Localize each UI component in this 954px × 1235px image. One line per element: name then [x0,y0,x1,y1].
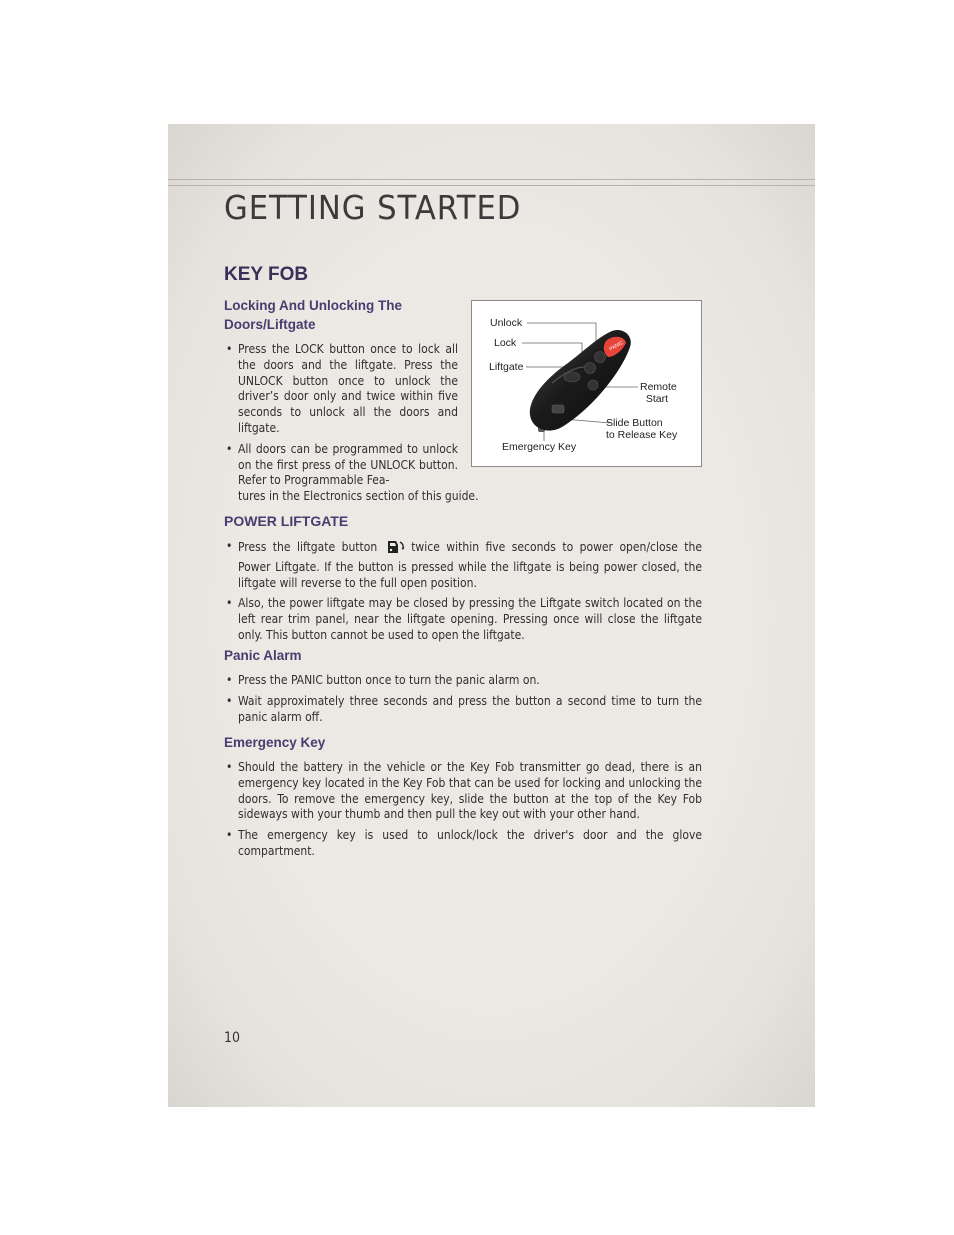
locking-list [224,342,458,489]
fig-label-liftgate: Liftgate [489,361,524,373]
emergency-key-list [224,760,702,865]
section-title: GETTING STARTED [224,188,522,227]
power-liftgate-heading: POWER LIFTGATE [224,513,349,529]
emergency-key-bullet-2: • The emergency key is used to unlock/lock the driver's door and the glove compartment. [224,828,702,860]
locking-bullet-2-continued: tures in the Electronics section of this guide. [238,489,479,503]
emergency-key-bullet-1: • Should the battery in the vehicle or the Key Fob transmitter go dead, there is an emergency key located in the Key Fob that can be used for locking and unlocking the doors. To remove the emergency key, slide the button at the top of the Key Fob sideways with your thumb and then pull the key out with your other hand. [224,760,702,823]
key-fob-heading: KEY FOB [224,264,309,285]
panic-button-label: PANIC [608,339,625,353]
fig-label-emergency-key: Emergency Key [502,441,577,453]
panic-alarm-heading: Panic Alarm [224,648,302,663]
locking-bullet-1: • Press the LOCK button once to lock all the doors and the liftgate. Press the UNLOCK button once to unlock the driver’s door only and twice within five seconds to unlock all the doors and liftgate. [224,342,458,437]
locking-heading-line2: Doors/Liftgate [224,317,316,332]
manual-page [168,124,815,1107]
fig-label-slide-button: Slide Button to Release Key [606,417,678,441]
page-number: 10 [224,1030,241,1046]
panic-alarm-bullet-2: • Wait approximately three seconds and press the button a second time to turn the panic alarm off. [224,694,702,726]
emergency-key-heading: Emergency Key [224,735,326,750]
panic-alarm-bullet-1: • Press the PANIC button once to turn the panic alarm on. [224,673,702,689]
power-liftgate-bullet-1 [224,539,702,591]
power-liftgate-list [224,539,702,649]
power-liftgate-bullet-1-end: twice within five seconds to power open/close the Power Liftgate. If the button is pressed while the liftgate is being power closed, the liftgate will reverse to the full open position. [238,540,703,590]
power-liftgate-bullet-2: • Also, the power liftgate may be closed by pressing the Liftgate switch located on the left rear trim panel, near the liftgate opening. Pressing once will close the liftgate only. This button cannot be used to open the liftgate. [224,596,702,643]
fig-label-unlock: Unlock [490,317,523,329]
key-fob-figure [471,300,702,467]
header-rule-top [168,179,815,180]
liftgate-button-icon [383,539,407,560]
power-liftgate-bullet-1-start: Press the liftgate button [238,540,378,554]
fig-label-remote-start: Remote Start [640,381,677,405]
locking-heading [224,296,402,334]
header-rule-bottom [168,185,815,186]
locking-heading-line1: Locking And Unlocking The [224,298,402,313]
locking-bullet-2: • All doors can be programmed to unlock on the first press of the UNLOCK button. Refer to Programmable Fea- [224,442,458,489]
panic-alarm-list [224,673,702,730]
fig-label-lock: Lock [494,337,517,349]
